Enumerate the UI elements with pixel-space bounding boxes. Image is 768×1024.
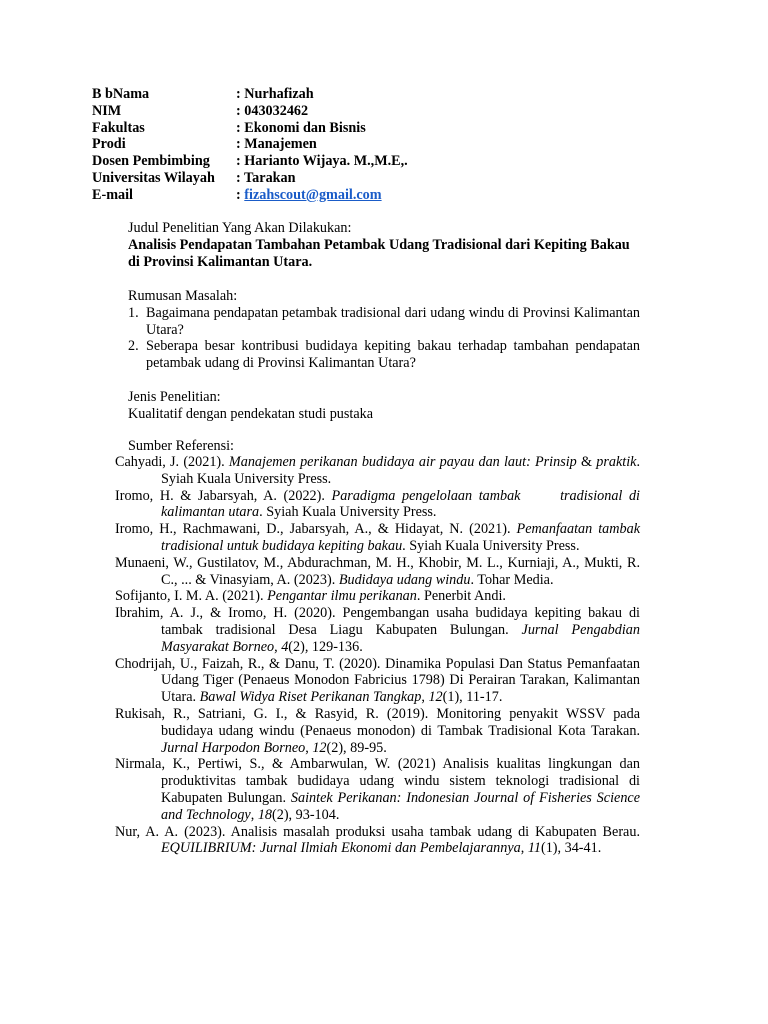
ref-text: (1), 11-17. xyxy=(442,689,503,706)
ref-text: (2), 89-95. xyxy=(326,739,387,756)
ref-text: Iromo, H. & Jabarsyah, A. (2022). xyxy=(115,487,332,504)
identity-row-dosen xyxy=(92,153,652,170)
ref-italic: EQUILIBRIUM: Jurnal Ilmiah Ekonomi dan Pembelajarannya xyxy=(161,840,521,857)
ref-italic: 18 xyxy=(257,806,272,823)
identity-label: Prodi xyxy=(92,136,126,153)
ref-text: (2), 93-104. xyxy=(272,806,340,823)
ref-text: Nur, A. A. (2023). Analisis masalah produksi usaha tambak udang di Kabupaten Berau. xyxy=(115,823,640,840)
ref-text: , xyxy=(520,840,528,857)
ref-text: . Syiah Kuala University Press. xyxy=(259,504,437,521)
ref-text: . Penerbit Andi. xyxy=(416,588,506,605)
identity-row-prodi xyxy=(92,136,652,153)
reference-item xyxy=(115,454,640,488)
ref-italic: praktik xyxy=(596,454,637,470)
ref-italic: Pengantar ilmu perikanan xyxy=(267,588,417,605)
ref-italic: Manajemen perikanan budidaya air payau dan laut: Prinsip xyxy=(228,454,577,470)
email-link[interactable]: fizahscout@gmail.com xyxy=(244,186,382,203)
judul-title: Analisis Pendapatan Tambahan Petambak Udang Tradisional dari Kepiting Bakau di Provinsi Kalimantan Utara. xyxy=(128,236,630,270)
identity-row-nim xyxy=(92,103,652,120)
ref-italic: Jurnal Pengabdian Masyarakat Borneo xyxy=(161,621,640,655)
ref-italic: 11 xyxy=(527,840,541,857)
reference-item xyxy=(115,706,640,756)
ref-text: Iromo, H., Rachmawani, D., Jabarsyah, A., & Hidayat, N. (2021). xyxy=(115,521,517,538)
identity-value: : Manajemen xyxy=(236,136,317,153)
identity-value: : 043032462 xyxy=(236,102,309,119)
sumber-section xyxy=(128,438,640,455)
ref-text: Cahyadi, J. (2021). xyxy=(115,454,229,470)
identity-value: : Tarakan xyxy=(236,169,296,186)
reference-item xyxy=(115,605,640,655)
ref-italic: Saintek Perikanan: Indonesian Journal of Fisheries Science and Technology xyxy=(161,789,641,823)
ref-italic: Jurnal Harpodon Borneo xyxy=(161,739,306,756)
identity-row-email xyxy=(92,187,652,204)
ref-text: . Tohar Media. xyxy=(470,571,554,588)
rumusan-section xyxy=(128,288,640,372)
ref-italic: Budidaya udang windu xyxy=(338,571,471,588)
ref-italic: 4 xyxy=(281,638,289,655)
judul-heading: Judul Penelitian Yang Akan Dilakukan: xyxy=(128,220,352,236)
ref-text: & xyxy=(576,454,597,470)
ref-text: Nirmala, K., Pertiwi, S., & Ambarwulan, W. (2021) Analisis kualitas lingkungan dan produktivitas tambak budidaya udang windu sistem teknologi tradisional di Kabupaten Bulungan. xyxy=(115,756,640,806)
ref-text: , xyxy=(250,806,258,823)
jenis-value: Kualitatif dengan pendekatan studi pustaka xyxy=(128,405,374,422)
reference-item xyxy=(115,521,640,555)
rumusan-heading: Rumusan Masalah: xyxy=(128,288,238,304)
identity-label: NIM xyxy=(92,102,122,119)
judul-section xyxy=(128,220,640,270)
identity-value: : Ekonomi dan Bisnis xyxy=(236,119,366,136)
jenis-heading: Jenis Penelitian: xyxy=(128,389,221,405)
ref-text: Ibrahim, A. J., & Iromo, H. (2020). Pengembangan usaha budidaya kepiting bakau di tambak tradisional Desa Liagu Kabupaten Bulungan. xyxy=(115,605,640,638)
ref-text: Munaeni, W., Gustilatov, M., Abdurachman, M. H., Khobir, M. L., Kurniaji, A., Mukti, R. C., ... & Vinasyiam, A. (2023). xyxy=(115,554,640,588)
list-item-number: 2. xyxy=(128,338,139,355)
ref-text: (2), 129-136. xyxy=(288,638,363,655)
ref-italic: 12 xyxy=(312,739,327,756)
list-item-text: Bagaimana pendapatan petambak tradisional dari udang windu di Provinsi Kalimantan Utara? xyxy=(146,304,640,338)
ref-italic: Bawal Widya Riset Perikanan Tangkap xyxy=(199,689,422,706)
reference-item xyxy=(115,756,640,823)
ref-text: , xyxy=(274,638,282,655)
identity-row-fakultas xyxy=(92,120,652,137)
identity-value xyxy=(236,187,382,204)
ref-text: . Syiah Kuala University Press. xyxy=(402,537,580,554)
ref-italic: Pemanfaatan tambak tradisional untuk budidaya kepiting bakau xyxy=(161,521,641,554)
identity-value: : Nurhafizah xyxy=(236,86,314,102)
ref-text: Sofijanto, I. M. A. (2021). xyxy=(115,588,268,605)
identity-label: E-mail xyxy=(92,186,133,203)
ref-text: (1), 34-41. xyxy=(540,840,602,857)
identity-row-universitas xyxy=(92,170,652,187)
ref-text: , xyxy=(421,689,429,706)
identity-row-nama xyxy=(92,86,652,103)
list-item xyxy=(128,305,640,339)
identity-label: B bNama xyxy=(92,86,150,102)
jenis-section xyxy=(128,389,640,423)
identity-label: Dosen Pembimbing xyxy=(92,153,210,170)
reference-list xyxy=(115,454,644,857)
reference-item xyxy=(115,588,640,605)
ref-text: Rukisah, R., Satriani, G. I., & Rasyid, R. (2019). Monitoring penyakit WSSV pada budidaya udang windu (Penaeus monodon) di Tambak Tradisional Kota Tarakan. xyxy=(115,705,640,739)
ref-text: Chodrijah, U., Faizah, R., & Danu, T. (2020). Dinamika Populasi Dan Status Pemanfaatan Udang Tiger (Penaeus Monodon Fabricius 1798) Di Perairan Tarakan, Kalimantan Utara. xyxy=(115,655,640,706)
reference-item xyxy=(115,824,640,858)
sumber-heading: Sumber Referensi: xyxy=(128,438,234,454)
identity-value: : Harianto Wijaya. M.,M.E,. xyxy=(236,153,408,170)
list-item-number: 1. xyxy=(128,304,139,321)
rumusan-list xyxy=(128,305,640,372)
reference-item xyxy=(115,555,640,589)
email-prefix: : xyxy=(236,186,245,203)
ref-text: , xyxy=(305,739,313,756)
reference-item xyxy=(115,487,644,522)
ref-text: . Syiah Kuala University Press. xyxy=(161,454,640,487)
reference-item xyxy=(115,656,640,706)
identity-label: Fakultas xyxy=(92,119,145,136)
ref-italic: 12 xyxy=(428,689,443,706)
list-item xyxy=(128,338,640,372)
identity-block xyxy=(92,86,652,204)
ref-italic: Paradigma pengelolaan tambak tradisional di kalimantan utara xyxy=(161,487,644,521)
identity-label: Universitas Wilayah xyxy=(92,169,215,186)
list-item-text: Seberapa besar kontribusi budidaya kepiting bakau terhadap tambahan pendapatan petambak udang di Provinsi Kalimantan Utara? xyxy=(146,338,640,372)
